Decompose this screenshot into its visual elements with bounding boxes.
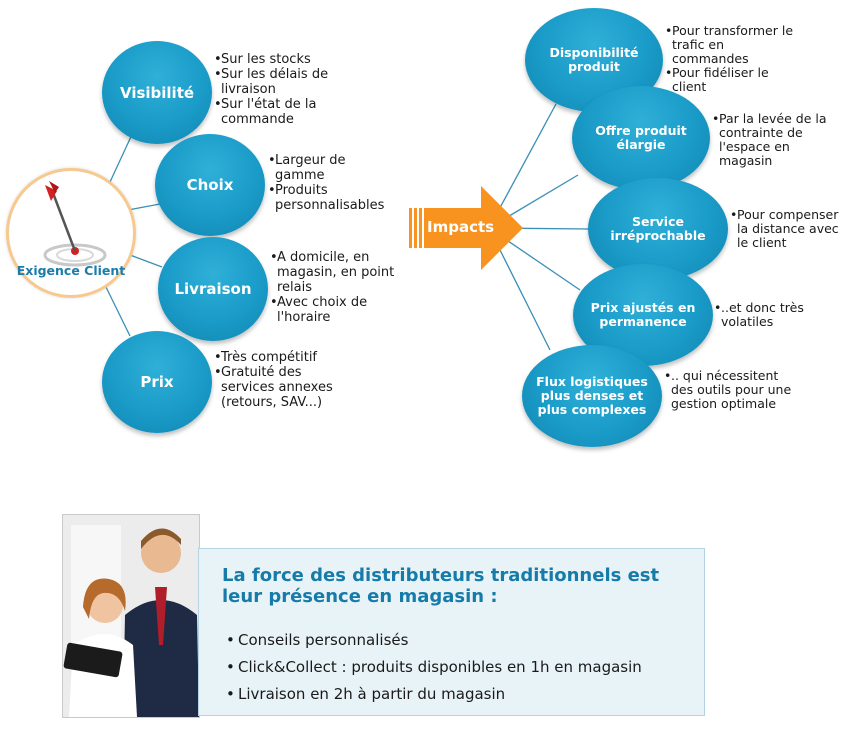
note-item: • Pour compenser la distance avec le client bbox=[730, 208, 845, 250]
bubble-offre-produit-label: Offre produit élargie bbox=[595, 123, 687, 152]
notes-flux bbox=[664, 369, 794, 411]
notes-service bbox=[730, 208, 845, 250]
bubble-prix bbox=[102, 331, 212, 433]
note-item: • Largeur de gamme bbox=[268, 153, 398, 183]
notes-choix bbox=[268, 153, 398, 213]
note-item: • Produits personnalisables bbox=[268, 183, 398, 213]
people-photo bbox=[62, 514, 200, 718]
bubble-choix bbox=[155, 134, 265, 236]
note-item: • Très compétitif bbox=[214, 350, 346, 365]
info-item: • Livraison en 2h à partir du magasin bbox=[226, 681, 642, 708]
notes-livraison bbox=[270, 250, 410, 325]
bubble-prix-label: Prix bbox=[140, 373, 174, 391]
info-box bbox=[198, 548, 705, 716]
note-item: • Sur les délais de livraison bbox=[214, 67, 344, 97]
info-item: • Click&Collect : produits disponibles en 1h en magasin bbox=[226, 654, 642, 681]
note-item: • Pour fidéliser le client bbox=[665, 66, 795, 94]
info-list bbox=[226, 627, 642, 708]
bubble-visibilite-label: Visibilité bbox=[119, 83, 195, 102]
people-illustration bbox=[63, 515, 199, 717]
bubble-flux bbox=[522, 345, 662, 447]
client-label: Exigence Client bbox=[16, 263, 126, 278]
bubble-livraison bbox=[158, 237, 268, 341]
note-item: • Sur l'état de la commande bbox=[214, 97, 344, 127]
note-item: • Par la levée de la contrainte de l'espace en magasin bbox=[712, 112, 840, 168]
impacts-label: Impacts bbox=[427, 218, 495, 236]
note-item: • A domicile, en magasin, en point relais bbox=[270, 250, 410, 295]
bubble-offre-produit bbox=[572, 86, 710, 190]
note-item: • .. qui nécessitent des outils pour une gestion optimale bbox=[664, 369, 794, 411]
note-item: • Pour transformer le trafic en commandes bbox=[665, 24, 795, 66]
notes-prix-ajustes bbox=[714, 301, 824, 329]
note-item: • Avec choix de l'horaire bbox=[270, 295, 410, 325]
info-title: La force des distributeurs traditionnels est leur présence en magasin : bbox=[222, 565, 660, 607]
info-item: • Conseils personnalisés bbox=[226, 627, 642, 654]
notes-prix bbox=[214, 350, 346, 410]
client-circle bbox=[6, 168, 136, 298]
notes-offre-produit bbox=[712, 112, 840, 168]
connector-livraison bbox=[130, 255, 162, 267]
bubble-choix-label: Choix bbox=[186, 176, 234, 194]
note-item: • ..et donc très volatiles bbox=[714, 301, 824, 329]
bubble-livraison-label: Livraison bbox=[174, 280, 252, 298]
notes-disponibilite bbox=[665, 24, 795, 94]
note-item: • Gratuité des services annexes (retours, SAV...) bbox=[214, 365, 346, 410]
bubble-flux-label: Flux logistiques plus denses et plus complexes bbox=[536, 374, 648, 417]
bubble-service-label: Service irréprochable bbox=[610, 214, 706, 243]
note-item: • Sur les stocks bbox=[214, 52, 344, 67]
bubble-prix-ajustes-label: Prix ajustés en permanence bbox=[590, 300, 696, 329]
bubble-visibilite bbox=[102, 41, 212, 144]
bubble-disponibilite-label: Disponibilité produit bbox=[549, 45, 639, 74]
notes-visibilite bbox=[214, 52, 344, 127]
